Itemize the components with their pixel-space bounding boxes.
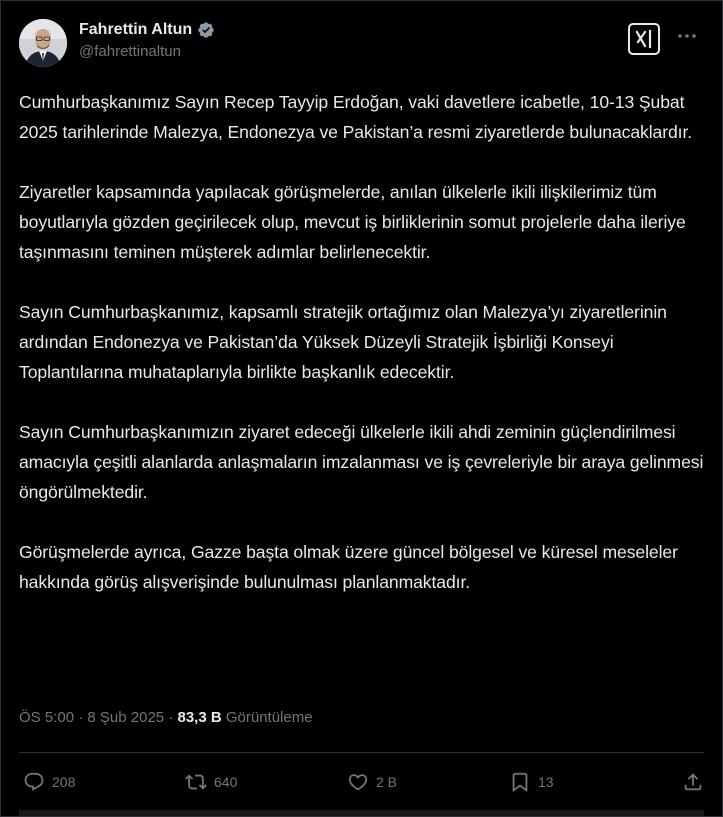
post-text	[19, 87, 709, 597]
share-button[interactable]	[682, 767, 704, 797]
bookmark-icon	[509, 771, 531, 793]
post-date[interactable]: 8 Şub 2025	[87, 709, 165, 726]
bookmark-count: 13	[538, 774, 554, 790]
meta-separator: ·	[78, 709, 88, 726]
post-time[interactable]: ÖS 5:00	[19, 709, 75, 726]
repost-icon	[185, 771, 207, 793]
handle[interactable]: @fahrettinaltun	[79, 43, 181, 60]
like-button[interactable]	[347, 767, 397, 797]
avatar-image	[19, 19, 67, 67]
user-block	[79, 21, 215, 60]
views-count[interactable]: 83,3 B	[177, 709, 222, 726]
more-button[interactable]	[676, 25, 698, 47]
meta-separator: ·	[168, 709, 178, 726]
post-paragraph: Ziyaretler kapsamında yapılacak görüşmelerde, anılan ülkelerle ikili ilişkilerimiz tüm boyutlarıyla gözden geçirilecek olup, mevcut iş birliklerinin somut projelerle daha ileriye taşınmasını teminen müşterek adımlar belirlenecektir.	[19, 182, 686, 262]
post-header	[19, 19, 704, 71]
grok-icon	[633, 28, 655, 50]
grok-button[interactable]	[628, 23, 660, 55]
bookmark-button[interactable]	[509, 767, 554, 797]
post-paragraph: Sayın Cumhurbaşkanımız, kapsamlı stratejik ortağımız olan Malezya’yı ziyaretlerinin ardından Endonezya ve Pakistan’da Yüksek Düzeyli Stratejik İşbirliği Konseyi Toplantılarına muhataplarıyla birlikte başkanlık edecektir.	[19, 302, 667, 382]
more-icon	[677, 33, 697, 39]
reply-count: 208	[52, 774, 76, 790]
action-bar	[19, 767, 704, 797]
name-row	[79, 21, 215, 39]
display-name[interactable]: Fahrettin Altun	[79, 21, 193, 38]
repost-count: 640	[214, 774, 238, 790]
avatar[interactable]	[19, 19, 67, 67]
reply-icon	[23, 771, 45, 793]
post-meta	[19, 709, 313, 726]
post-paragraph: Cumhurbaşkanımız Sayın Recep Tayyip Erdoğan, vaki davetlere icabetle, 10-13 Şubat 2025 tarihlerinde Malezya, Endonezya ve Pakistan’a resmi ziyaretlerde bulunacaklardır.	[19, 92, 693, 142]
like-count: 2 B	[376, 774, 398, 790]
views-label: Görüntüleme	[225, 709, 313, 726]
post-paragraph: Görüşmelerde ayrıca, Gazze başta olmak üzere güncel bölgesel ve küresel meseleler hakkında görüş alışverişinde bulunulması planlanmaktadır.	[19, 542, 678, 592]
reply-button[interactable]	[23, 767, 75, 797]
verified-badge-icon[interactable]	[197, 21, 215, 39]
post-paragraph: Sayın Cumhurbaşkanımızın ziyaret edeceği ülkelerle ikili ahdi zeminin güçlendirilmesi amacıyla çeşitli alanlarda anlaşmaların imzalanması ve iş çevreleriyle bir araya gelinmesi öngörülmektedir.	[19, 422, 704, 502]
share-icon	[682, 771, 704, 793]
divider	[19, 752, 704, 753]
repost-button[interactable]	[185, 767, 237, 797]
bottom-edge	[19, 810, 704, 816]
heart-icon	[347, 771, 369, 793]
